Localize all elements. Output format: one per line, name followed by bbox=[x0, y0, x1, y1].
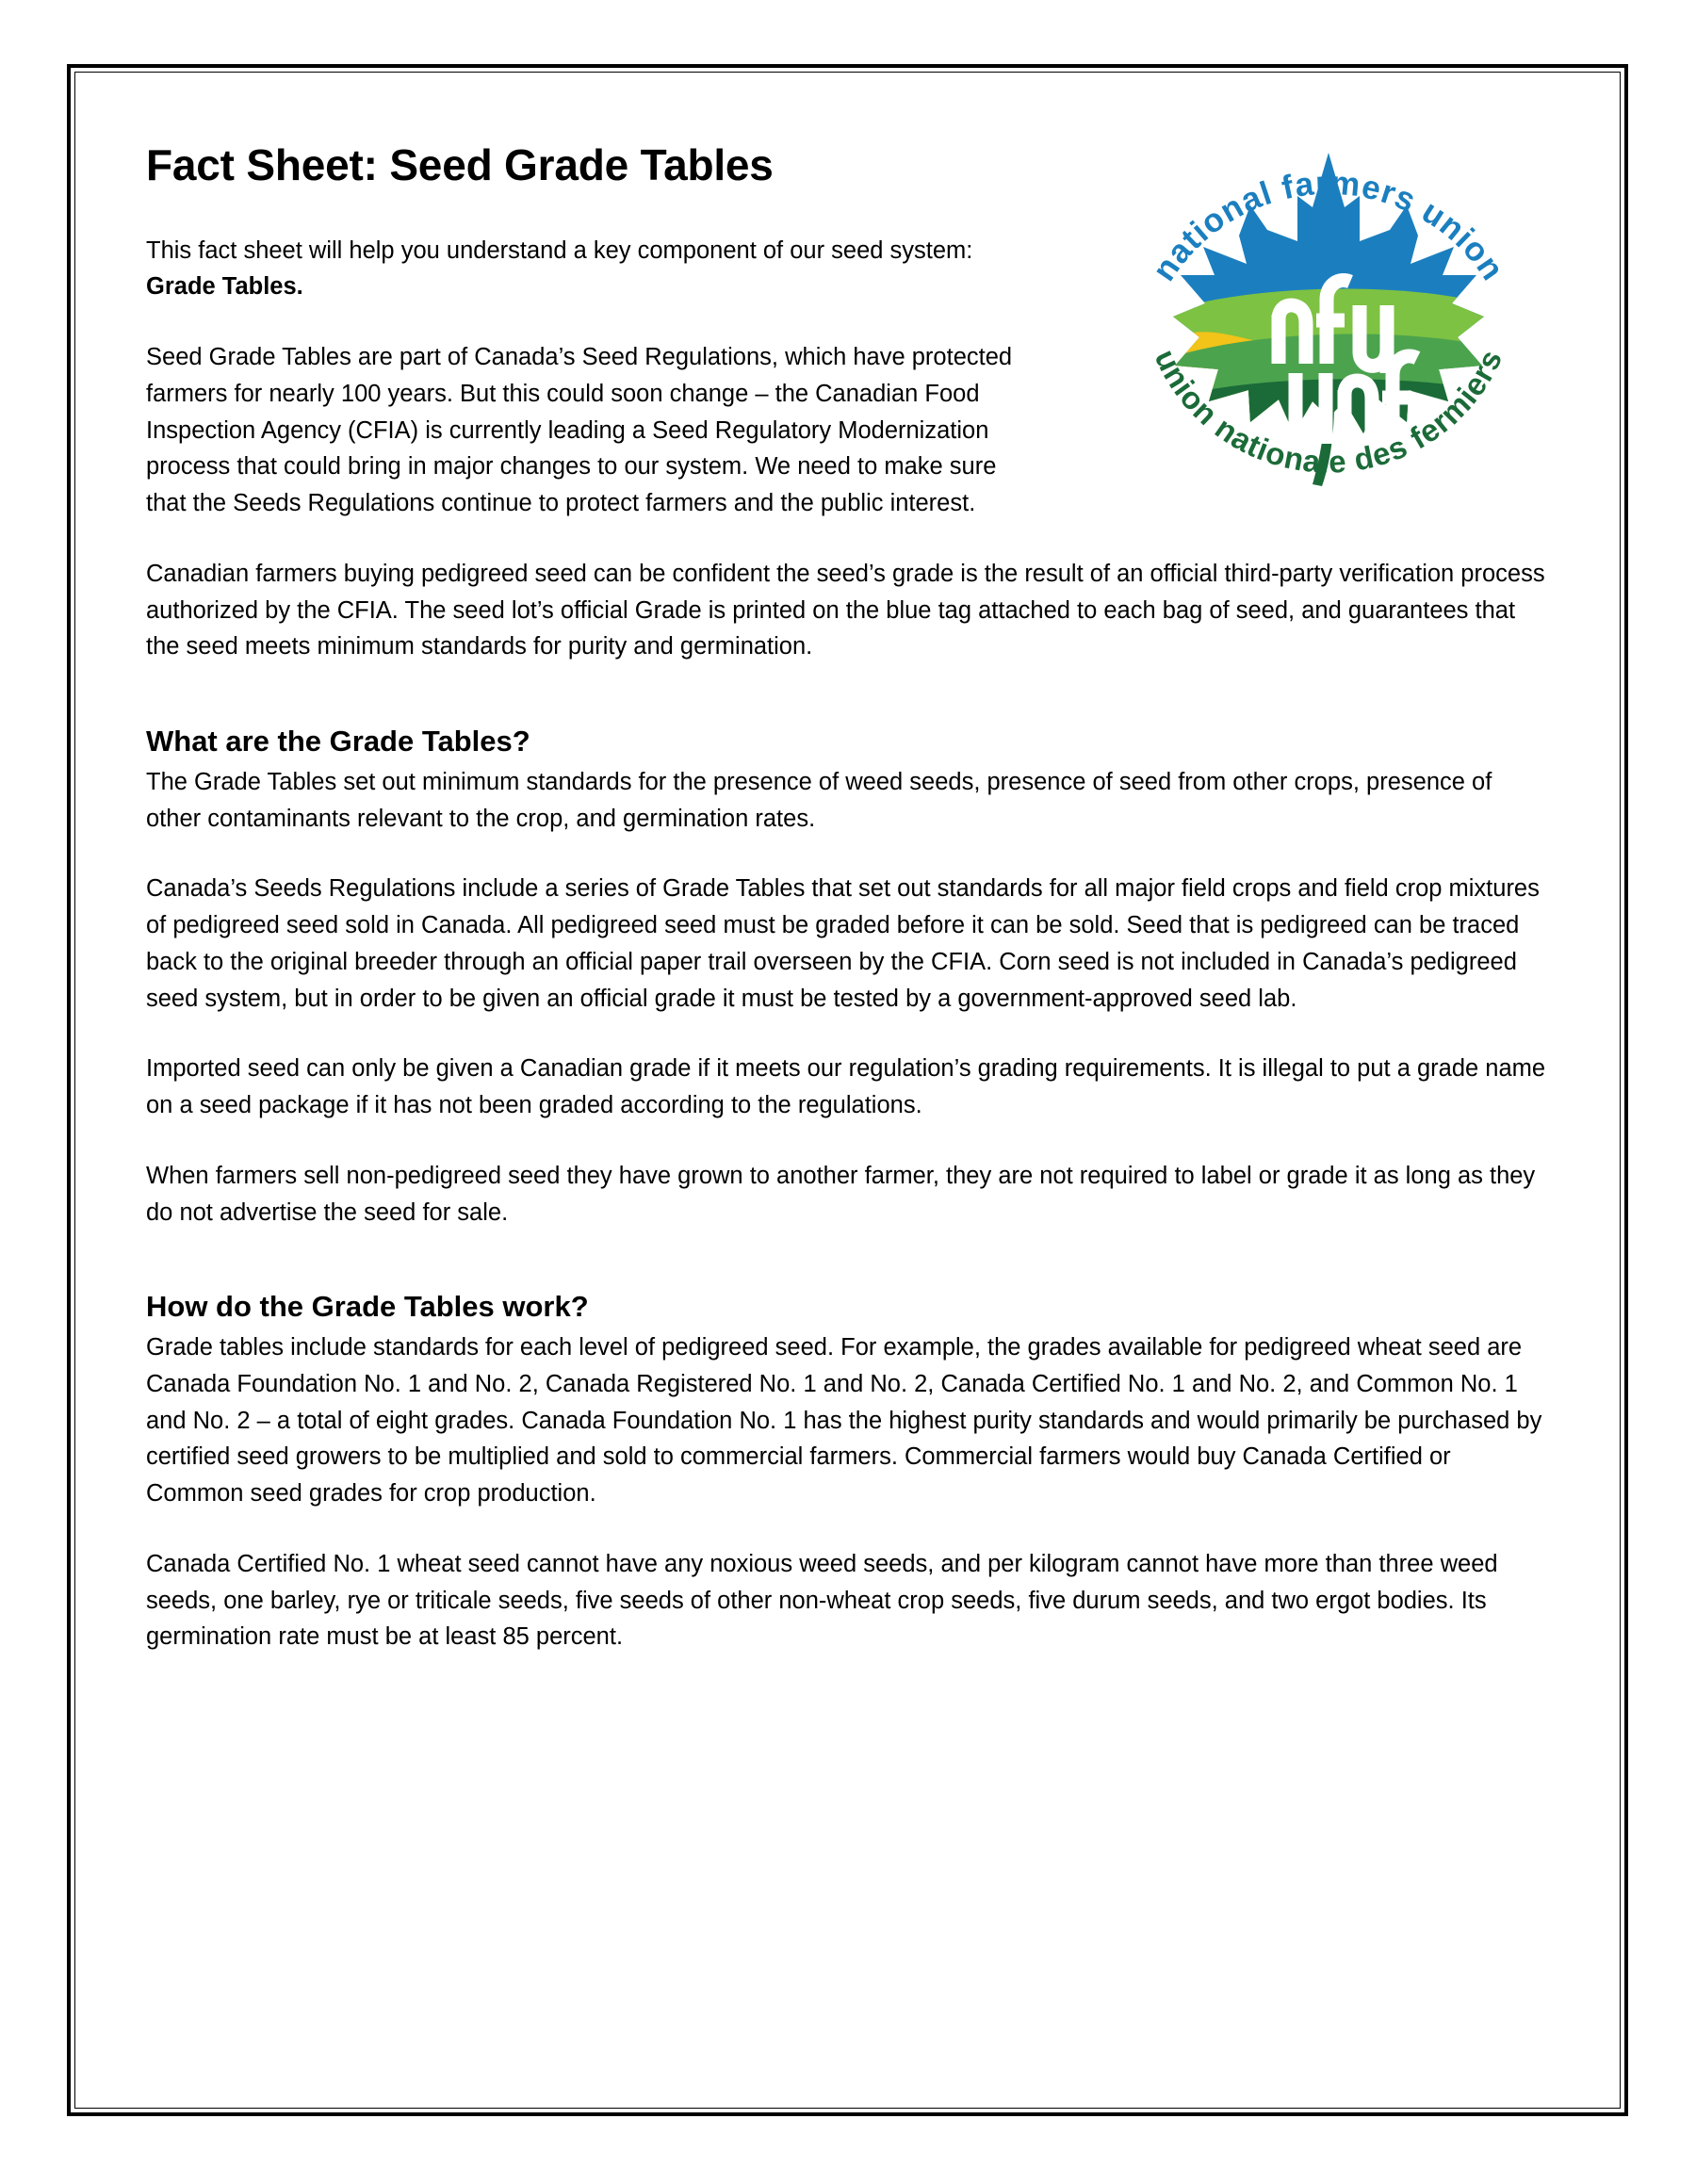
paragraph-6: When farmers sell non-pedigreed seed they have grown to another farmer, they are not required to label or grade it as long as they do not advertise the seed for sale. bbox=[146, 1162, 1536, 1226]
paragraph-1: Seed Grade Tables are part of Canada’s Seed Regulations, which have protected farmers for nearly 100 years. But this could soon change – the Canadian Food Inspection Agency (CFIA) is currently leading a Seed Regulatory Modernization process that could bring in major changes to our system. We need to make sure that the Seeds Regulations continue to protect farmers and the public interest. bbox=[146, 344, 1013, 517]
paragraph-7: Grade tables include standards for each level of pedigreed seed. For example, the grades available for pedigreed wheat seed are Canada Foundation No. 1 and No. 2, Canada Registered No. 1 and No. 2, Canada Certified No. 1 and No. 2, and Common No. 1 and No. 2 – a total of eight grades. Canada Foundation No. 1 has the highest purity standards and would primarily be purchased by certified seed growers to be multiplied and sold to commercial farmers. Commercial farmers would buy Canada Certified or Common seed grades for crop production. bbox=[146, 1334, 1542, 1508]
intro-text: This fact sheet will help you understand a key component of our seed system: bbox=[146, 236, 973, 264]
page-title: Fact Sheet: Seed Grade Tables bbox=[146, 140, 774, 189]
paragraph-5: Imported seed can only be given a Canadian grade if it meets our regulation’s grading requirements. It is illegal to put a grade name on a seed package if it has not been graded according to the regulations. bbox=[146, 1055, 1546, 1119]
paragraph-4: Canada’s Seeds Regulations include a series of Grade Tables that set out standards for all major field crops and field crop mixtures of pedigreed seed sold in Canada. All pedigreed seed must be graded before it can be sold. Seed that is pedigreed can be traced back to the original breeder through an official paper trail overseen by the CFIA. Corn seed is not included in Canada’s pedigreed seed system, but in order to be given an official grade it must be tested by a government-approved seed lab. bbox=[146, 875, 1540, 1012]
document-body bbox=[146, 141, 1550, 1655]
logo-text-bottom: union nationale des fermiers bbox=[1148, 343, 1509, 480]
paragraph-3: The Grade Tables set out minimum standards for the presence of weed seeds, presence of seed from other crops, presence of other contaminants relevant to the crop, and germination rates. bbox=[146, 768, 1492, 832]
paragraph-2: Canadian farmers buying pedigreed seed can be confident the seed’s grade is the result of an official third-party verification process authorized by the CFIA. The seed lot’s official Grade is printed on the blue tag attached to each bag of seed, and guarantees that the seed meets minimum standards for purity and germination. bbox=[146, 560, 1545, 660]
paragraph-8: Canada Certified No. 1 wheat seed cannot have any noxious weed seeds, and per kilogram cannot have more than three weed seeds, one barley, rye or triticale seeds, five seeds of other non-wheat crop seeds, five durum seeds, and two ergot bodies. Its germination rate must be at least 85 percent. bbox=[146, 1550, 1498, 1651]
section-spacer bbox=[146, 699, 1550, 724]
section-spacer-2 bbox=[146, 1264, 1550, 1289]
intro-paragraph bbox=[146, 233, 1036, 306]
intro-bold-term: Grade Tables. bbox=[146, 273, 303, 301]
heading-what-are-the-grade-tables: What are the Grade Tables? bbox=[146, 725, 530, 758]
heading-how-do-the-grade-tables-work: How do the Grade Tables work? bbox=[146, 1290, 589, 1324]
logo-text-top: national farmers union bbox=[1145, 164, 1512, 288]
